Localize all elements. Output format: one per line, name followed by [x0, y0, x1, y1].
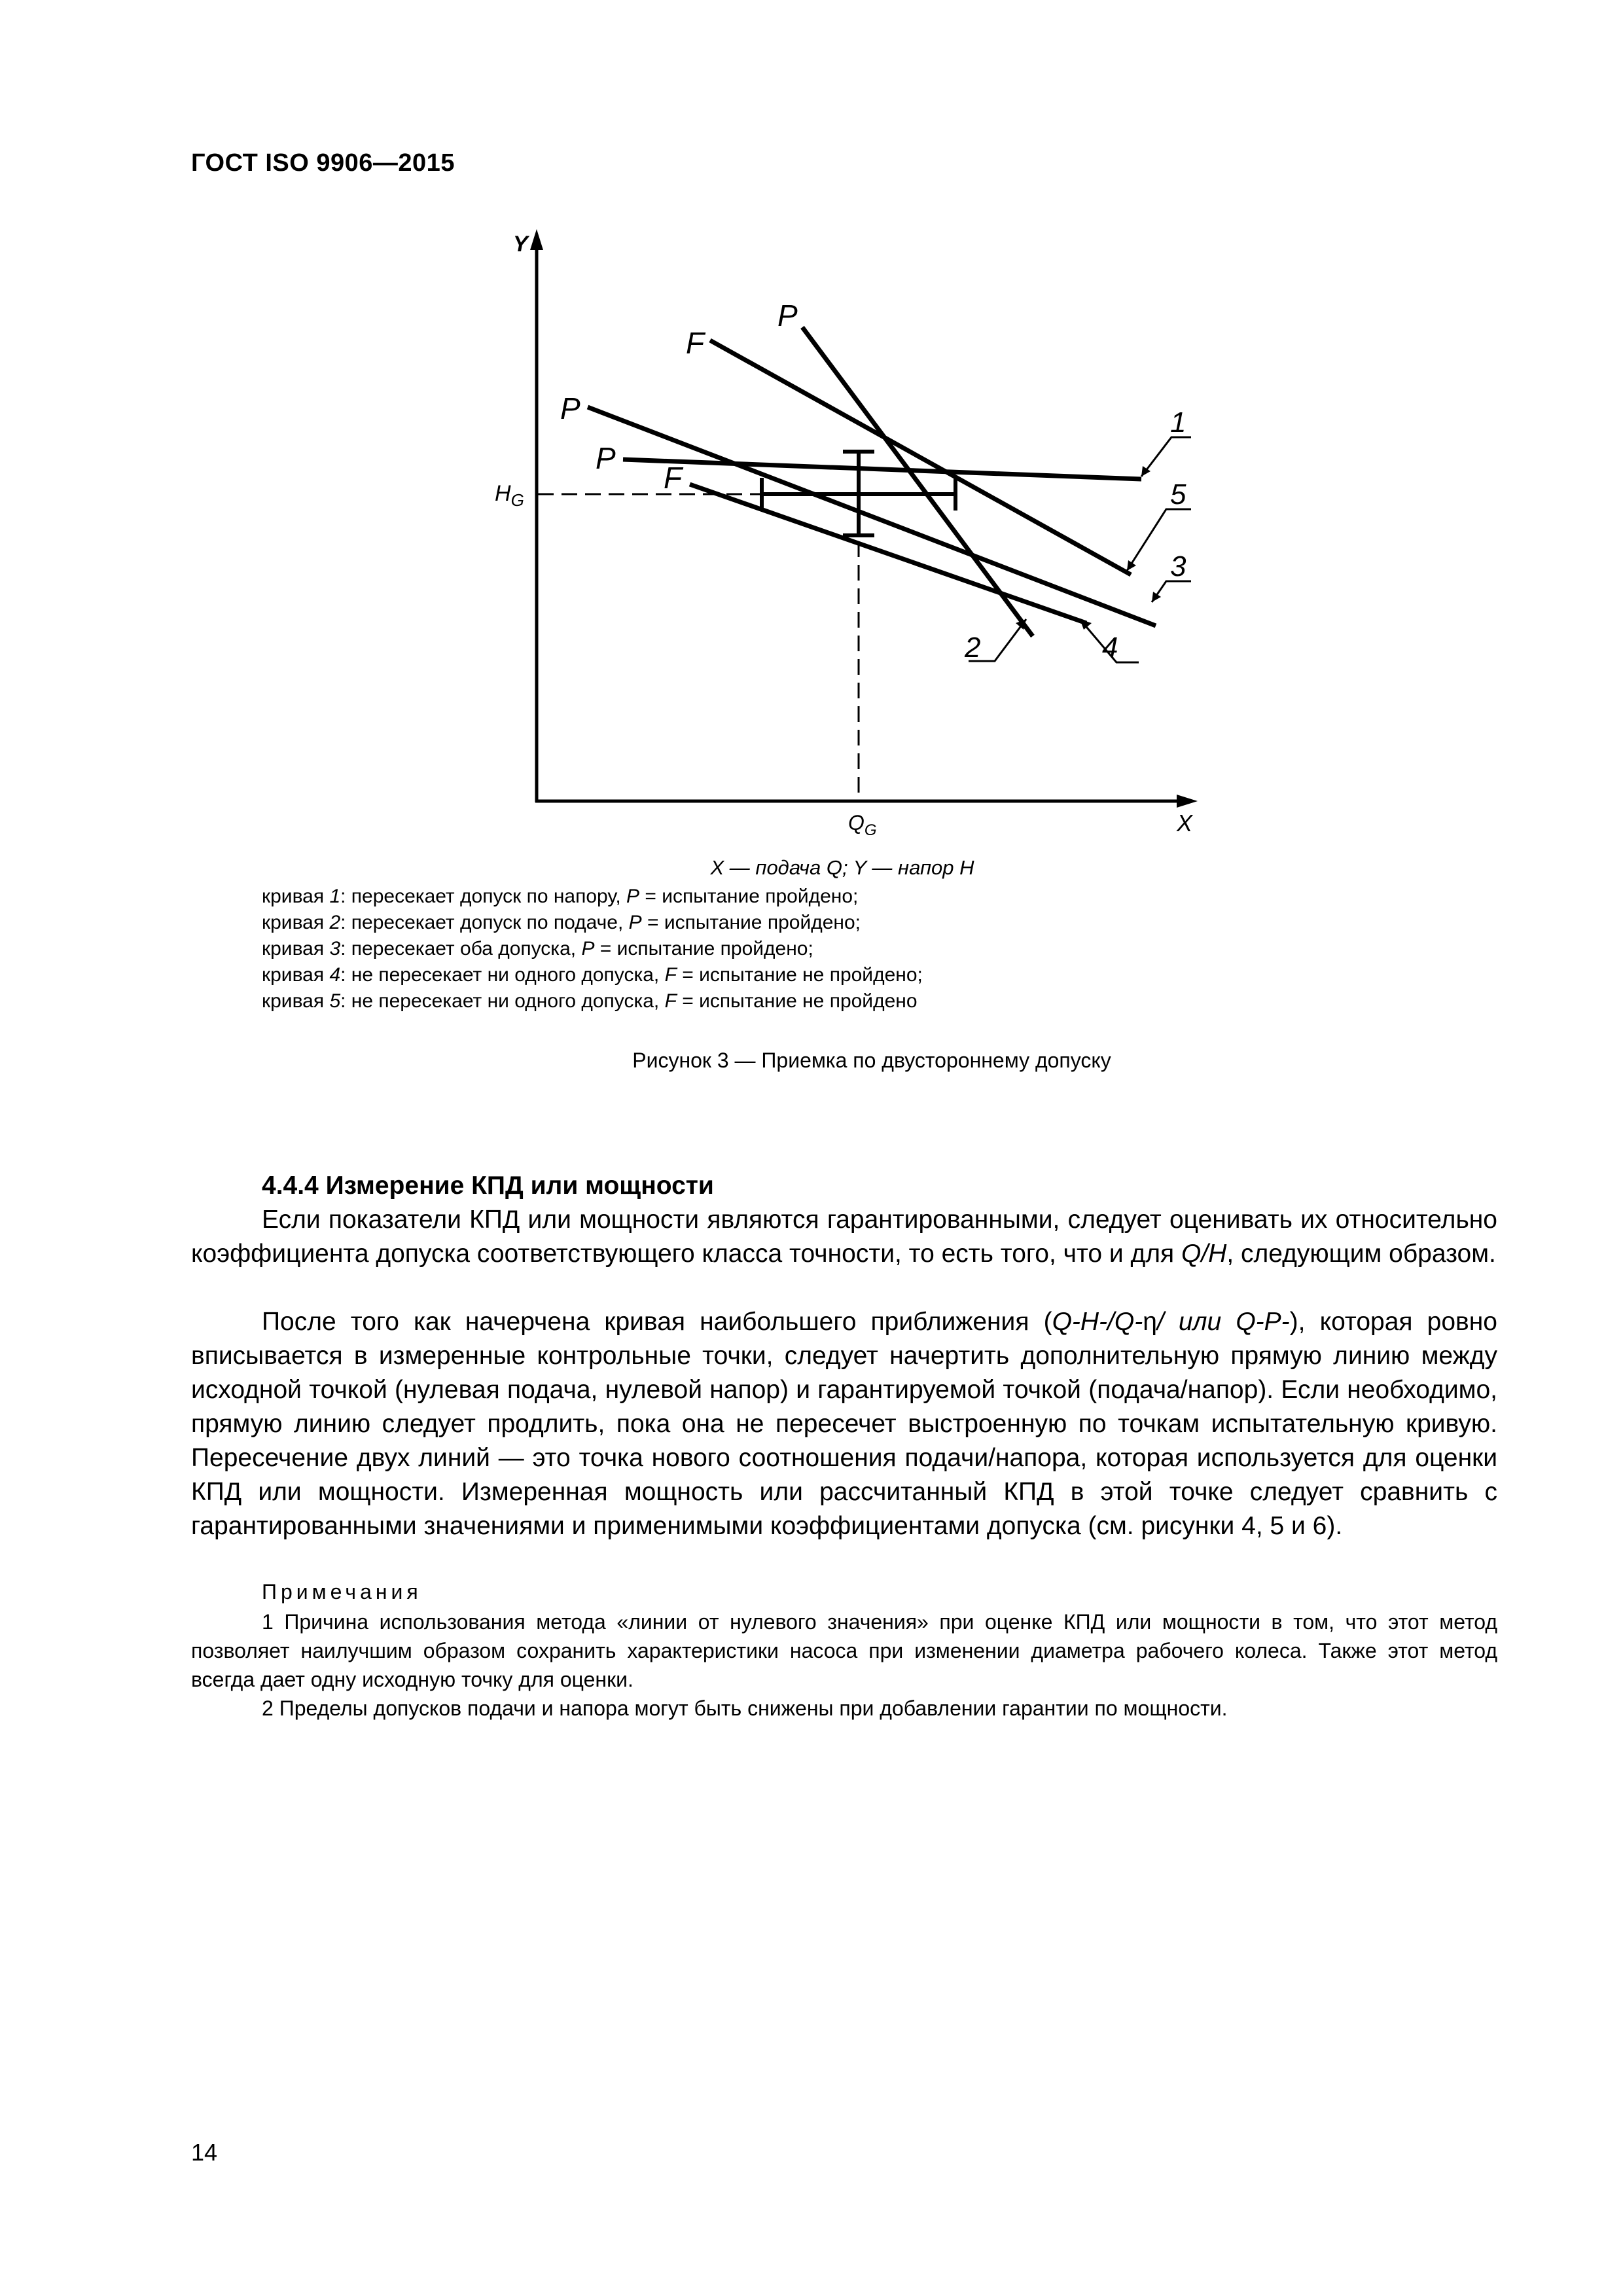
hg-label: $H_G$ — [495, 481, 524, 510]
page-number: 14 — [191, 2139, 218, 2166]
figure-axis-caption — [0, 856, 1623, 880]
end-label-curve-4: F — [664, 461, 683, 495]
x-axis-label: X — [1177, 810, 1193, 836]
y-axis-arrow — [530, 229, 543, 250]
legend-row-curve-1: кривая 1: пересекает допуск по напору, P = испытание пройдено; — [262, 886, 859, 907]
x-axis-arrow — [1177, 795, 1198, 808]
leader-3-arrowhead — [1152, 592, 1161, 602]
end-label-curve-1: P — [596, 441, 616, 475]
section-heading: 4.4.4 Измерение КПД или мощности — [262, 1172, 714, 1200]
figure-caption — [0, 1049, 1623, 1073]
paragraph-1: Если показатели КПД или мощности являются гарантированными, следует оценивать их относительно коэффициента допуска соответствующего класса точности, то есть того, что и для Q/H, следующим образом. — [191, 1206, 1497, 1268]
curve-number-leaders — [969, 437, 1191, 662]
notes-title: Примечания — [262, 1580, 422, 1604]
note-1: 1 Причина использования метода «линии от нулевого значения» при оценке КПД или мощности в том, что этот метод позволяет наилучшим образом сохранить характеристики насоса при изменении диаметра рабочего колеса. Также этот метод всегда дает одну исходную точку для оценки. — [191, 1610, 1497, 1691]
curve-number-2: 2 — [965, 632, 981, 664]
figure-legend — [262, 884, 923, 1014]
paragraph-2: После того как начерчена кривая наибольшего приближения (Q-H-/Q-η/ или Q-P-), которая ровно вписывается в измеренные контрольные точки, следует начертить дополнительную прямую линию между исходной точкой (нулевая подача, нулевой напор) и гарантируемой точкой (подача/напор). Если необходимо, прямую линию следует продлить, пока она не пересечет выстроенную по точкам испытательную кривую. Пересечение двух линий — это точка нового соотношения подачи/напора, которая используется для оценки КПД или мощности. Измеренная мощность или рассчитанный КПД в этой точке следует сравнить с гарантированными значениями и применимыми коэффициентами допуска (см. рисунки 4, 5 и 6). — [191, 1308, 1497, 1540]
y-axis-label: Y — [513, 232, 528, 257]
end-label-curve-2: P — [777, 298, 798, 332]
curve-number-1: 1 — [1170, 406, 1186, 439]
figure-3-chart — [0, 0, 1623, 864]
curve-1 — [623, 459, 1141, 479]
end-label-curve-5: F — [686, 326, 705, 360]
curve-3 — [588, 407, 1156, 626]
curve-number-3: 3 — [1170, 550, 1186, 583]
axis-caption-text: X — подача Q; Y — напор H — [710, 856, 974, 879]
curve-number-5: 5 — [1170, 478, 1186, 511]
legend-row-curve-3: кривая 3: пересекает оба допуска, P = испытание пройдено; — [262, 938, 813, 960]
legend-row-curve-5: кривая 5: не пересекает ни одного допуска, F = испытание не пройдено — [262, 990, 918, 1012]
leader-3 — [1152, 581, 1191, 602]
legend-row-curve-2: кривая 2: пересекает допуск по подаче, P = испытание пройдено; — [262, 912, 861, 933]
end-label-curve-3: P — [560, 391, 580, 425]
guarantee-guides — [538, 494, 859, 800]
curve-4 — [690, 484, 1086, 623]
qg-label: $Q_G$ — [848, 811, 877, 839]
legend-row-curve-4: кривая 4: не пересекает ни одного допуска, F = испытание не пройдено; — [262, 964, 923, 986]
note-2: 2 Пределы допусков подачи и напора могут быть снижены при добавлении гарантии по мощности. — [262, 1696, 1228, 1720]
curve-5 — [710, 340, 1131, 575]
figure-caption-text: Рисунок 3 — Приемка по двустороннему допуску — [632, 1049, 1111, 1072]
document-header: ГОСТ ISO 9906—2015 — [191, 149, 455, 177]
axes — [530, 229, 1198, 808]
curve-number-4: 4 — [1102, 632, 1118, 664]
